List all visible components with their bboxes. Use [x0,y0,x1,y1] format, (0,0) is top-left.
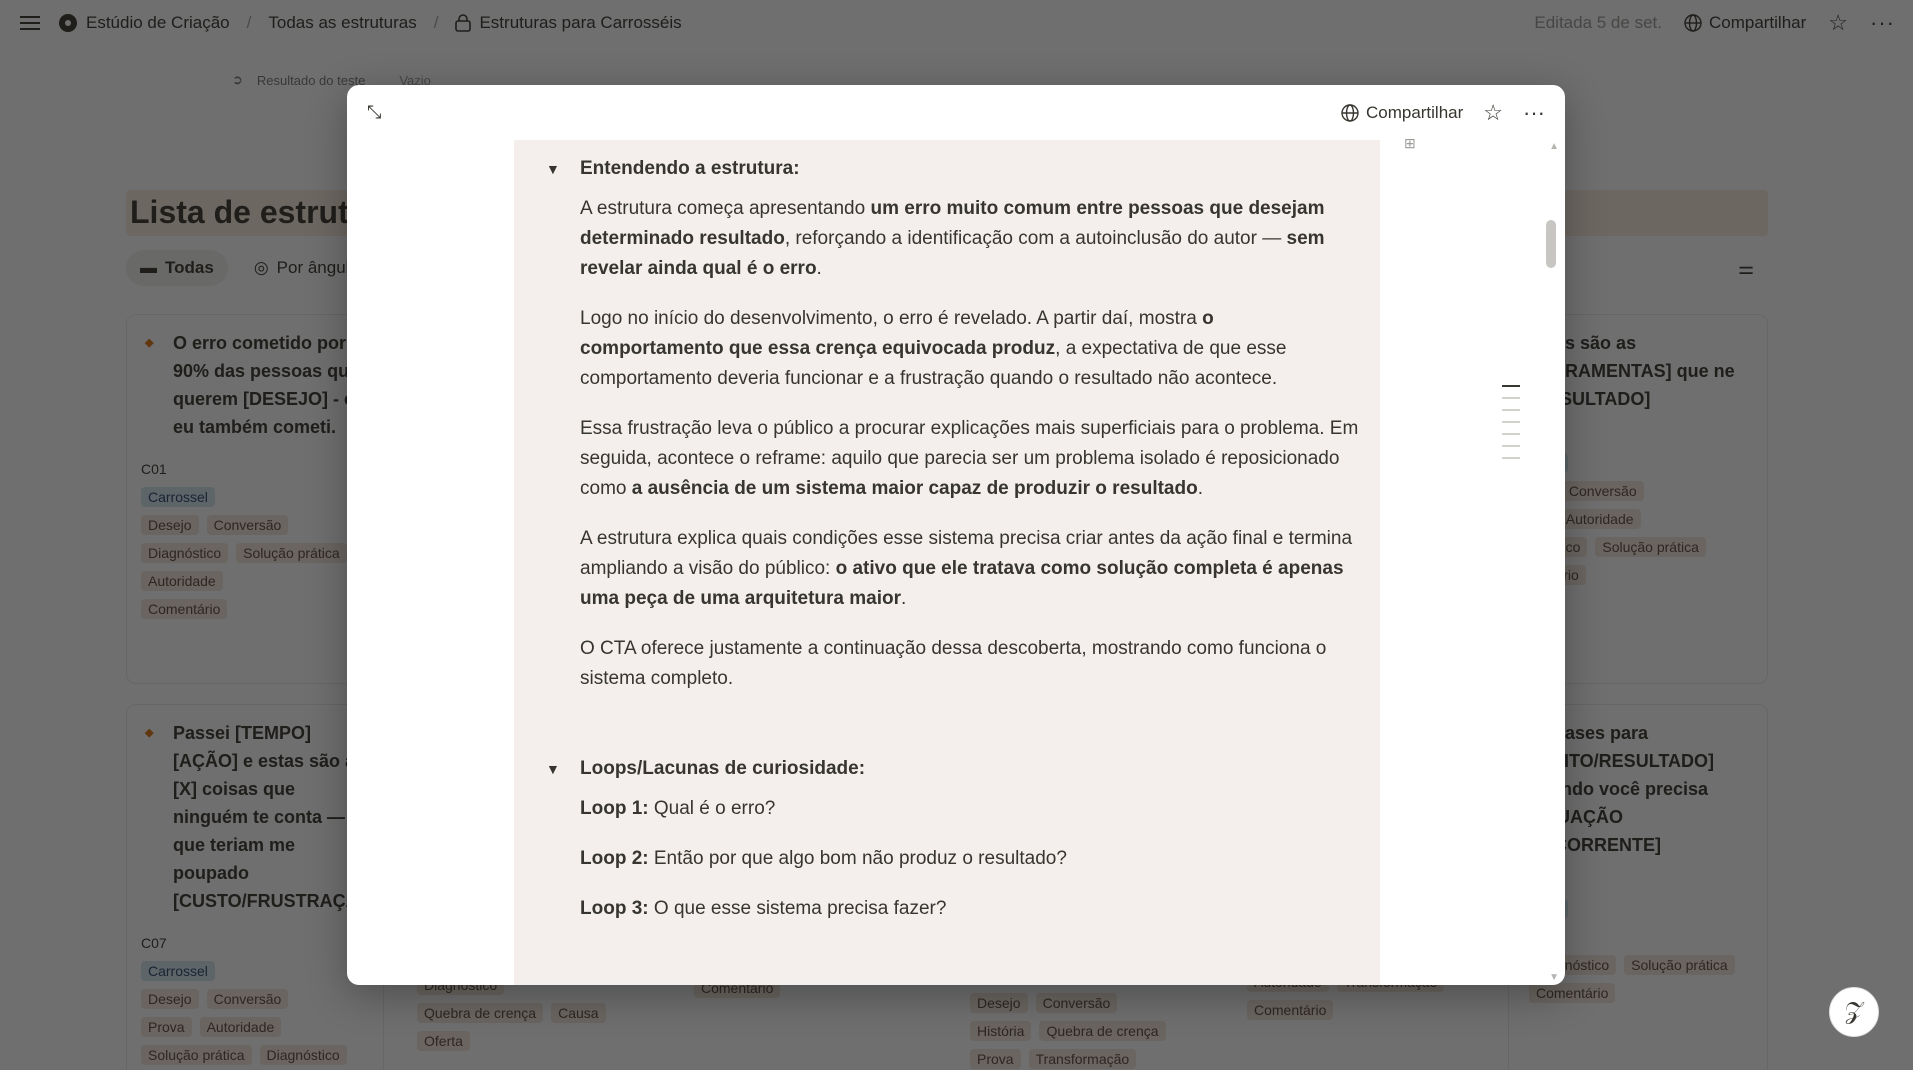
loop-label: Loop 1: [580,798,649,819]
bold-run: o ativo que ele tratava como solução completa é apenas uma peça de uma arquitetura maior [580,558,1344,609]
triangle-down-icon[interactable]: ▼ [546,761,560,777]
text-run: A estrutura começa apresentando [580,198,871,219]
text-run: O CTA oferece justamente a continuação dessa descoberta, mostrando como funciona o sistema completo. [580,638,1327,689]
modal-header [347,85,1565,140]
bold-run: um erro muito comum entre pessoas que desejam determinado resultado [580,198,1325,249]
scroll-up-arrow-icon[interactable]: ▲ [1549,141,1559,152]
paragraph-3 [580,414,1360,504]
loop-3 [580,894,1360,924]
scroll-down-arrow-icon[interactable]: ▼ [1549,972,1559,983]
star-icon[interactable]: ☆ [1483,99,1504,125]
loop-text: O que esse sistema precisa fazer? [648,898,947,919]
expand-icon[interactable]: ⤡ [367,102,382,122]
loop-label: Loop 3: [580,898,649,919]
bold-run: o comportamento que essa crença equivocada produz [580,308,1214,359]
more-icon[interactable]: ··· [1523,99,1545,125]
paragraph-4 [580,524,1360,614]
toggle-heading-loops[interactable] [546,758,1380,780]
ai-icon: 𝒵 [1844,998,1864,1025]
toc-line[interactable] [1502,385,1520,387]
text-run: . [816,258,822,279]
modal-share-button[interactable] [1341,103,1463,123]
bold-run: sem revelar ainda qual é o erro [580,228,1325,279]
paragraph-2 [580,304,1360,394]
loop-2 [580,844,1360,874]
paragraph-5 [580,634,1360,694]
text-run: Logo no início do desenvolvimento, o erro é revelado. A partir daí, mostra [580,308,1203,329]
ai-assistant-button[interactable] [1829,987,1879,1037]
toc-line[interactable] [1502,457,1520,459]
loop-label: Loop 2: [580,848,649,869]
text-run: A estrutura explica quais condições esse sistema precisa criar antes da ação final e termina ampliando a visão do público: [580,528,1353,579]
comment-icon[interactable]: ⊞ [1404,135,1416,151]
toc-line[interactable] [1502,433,1520,435]
loop-1 [580,794,1360,824]
bold-run: a ausência de um sistema maior capaz de produzir o resultado [631,478,1198,499]
loop-text: Então por que algo bom não produz o resultado? [648,848,1067,869]
text-run: . [901,588,907,609]
toggle-heading-label: Loops/Lacunas de curiosidade: [580,758,866,779]
paragraph-1 [580,194,1360,284]
page-peek-modal [347,85,1565,985]
toc-line[interactable] [1502,445,1520,447]
loop-text: Qual é o erro? [648,798,776,819]
table-of-contents-indicator[interactable] [1502,385,1520,459]
share-label: Compartilhar [1365,102,1464,122]
text-run: Essa frustração leva o público a procurar explicações mais superficiais para o problema. Em seguida, acontece o reframe: aquilo que parecia ser um problema isolado é reposicionado como [580,418,1359,499]
callout-block [514,140,1380,985]
toggle-heading-label: Entendendo a estrutura: [580,158,800,179]
text-run: , reforçando a identificação com a autoinclusão do autor — [784,228,1287,249]
scrollbar-thumb[interactable] [1546,220,1556,268]
toggle-heading-structure[interactable] [546,158,1380,180]
toc-line[interactable] [1502,409,1520,411]
globe-icon [1341,104,1359,122]
text-run: . [1197,478,1203,499]
toc-line[interactable] [1502,421,1520,423]
text-run: , a expectativa de que esse comportamento deveria funcionar e a frustração quando o resultado não acontece. [580,338,1287,389]
toc-line[interactable] [1502,397,1520,399]
triangle-down-icon[interactable]: ▼ [546,161,560,177]
